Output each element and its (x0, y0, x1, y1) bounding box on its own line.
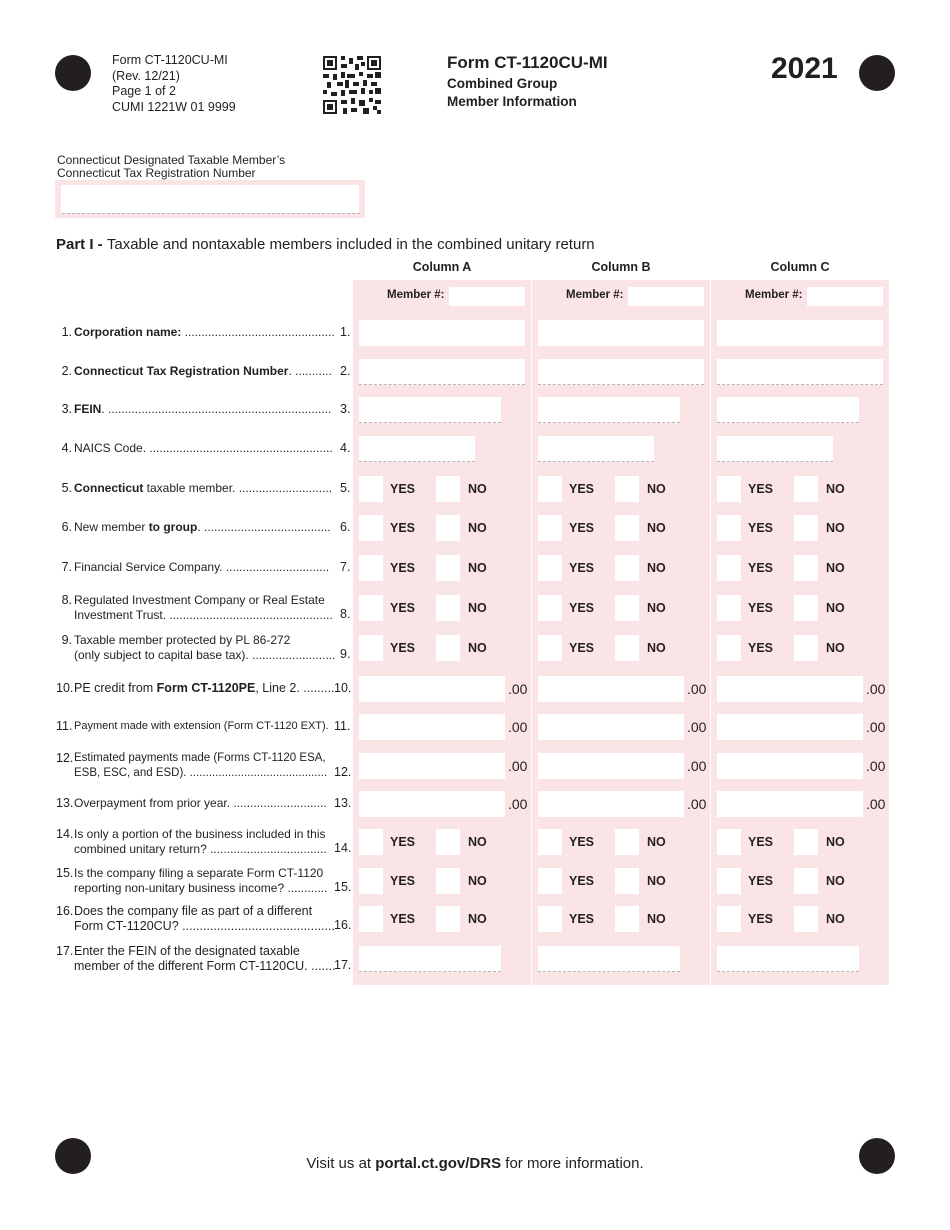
no-label: NO (826, 521, 845, 535)
column-a-line-14-no-checkbox[interactable] (436, 829, 460, 855)
no-label: NO (468, 835, 487, 849)
form-subtitle-1: Combined Group (447, 76, 558, 91)
line-end-number: 17. (334, 958, 352, 972)
column-a-line-9-no-checkbox[interactable] (436, 635, 460, 661)
column-a-line-5-no-checkbox[interactable] (436, 476, 460, 502)
column-c-line-7-yes-checkbox[interactable] (717, 555, 741, 581)
column-c-heading: Column C (770, 260, 830, 274)
column-c-line-14-yes-checkbox[interactable] (717, 829, 741, 855)
line-number: 1. (61, 325, 72, 339)
column-b-line-16-yes-checkbox[interactable] (538, 906, 562, 932)
line-end-number: 15. (334, 880, 352, 894)
registration-mark (55, 55, 91, 91)
column-c-line-16-yes-checkbox[interactable] (717, 906, 741, 932)
column-b-line-9-no-checkbox[interactable] (615, 635, 639, 661)
yes-label: YES (569, 874, 595, 888)
digit-guide (717, 461, 833, 462)
form-revision: (Rev. 12/21) (112, 68, 180, 83)
line-number: 2. (61, 364, 72, 378)
column-a-line-6-yes-checkbox[interactable] (359, 515, 383, 541)
column-a-line-12-amount-input[interactable] (359, 753, 505, 779)
column-b-line-7-yes-checkbox[interactable] (538, 555, 562, 581)
line-end-number: 7. (340, 560, 351, 574)
form-code: CUMI 1221W 01 9999 (112, 99, 236, 114)
no-label: NO (647, 601, 666, 615)
column-b-line-4-input[interactable] (538, 436, 654, 462)
yes-label: YES (569, 561, 595, 575)
column-b-line-15-yes-checkbox[interactable] (538, 868, 562, 894)
digit-guide (359, 422, 501, 423)
digit-guide (717, 384, 883, 385)
column-b-line-6-yes-checkbox[interactable] (538, 515, 562, 541)
column-a-line-16-no-checkbox[interactable] (436, 906, 460, 932)
line-number: 6. (61, 520, 72, 534)
no-label: NO (468, 482, 487, 496)
column-c-line-1-input[interactable] (717, 320, 883, 346)
no-label: NO (826, 835, 845, 849)
column-c-line-6-no-checkbox[interactable] (794, 515, 818, 541)
yes-label: YES (390, 521, 416, 535)
yes-label: YES (390, 561, 416, 575)
digit-guide (538, 971, 680, 972)
line-end-number: 10. (334, 681, 352, 695)
column-a-line-8-no-checkbox[interactable] (436, 595, 460, 621)
cents-label: .00 (687, 719, 707, 735)
column-b-line-12-amount-input[interactable] (538, 753, 684, 779)
line-number: 15. (56, 866, 74, 880)
line-number: 4. (61, 441, 72, 455)
column-b-line-6-no-checkbox[interactable] (615, 515, 639, 541)
line-number: 8. (61, 593, 72, 607)
yes-label: YES (390, 835, 416, 849)
line-end-number: 8. (340, 607, 351, 621)
column-c-line-15-yes-checkbox[interactable] (717, 868, 741, 894)
digit-guide (359, 461, 475, 462)
line-7-description: Financial Service Company. ............................... (74, 560, 330, 574)
column-a-line-11-amount-input[interactable] (359, 714, 505, 740)
no-label: NO (468, 641, 487, 655)
form-id: Form CT-1120CU-MI (112, 53, 228, 67)
column-a-line-4-input[interactable] (359, 436, 475, 462)
column-a-line-1-input[interactable] (359, 320, 525, 346)
line-number: 9. (61, 633, 72, 647)
column-c-line-8-no-checkbox[interactable] (794, 595, 818, 621)
no-label: NO (647, 521, 666, 535)
digit-guide (538, 422, 680, 423)
column-c-line-5-no-checkbox[interactable] (794, 476, 818, 502)
registration-mark (859, 55, 895, 91)
column-b-line-14-no-checkbox[interactable] (615, 829, 639, 855)
no-label: NO (468, 912, 487, 926)
line-2-description: Connecticut Tax Registration Number. ........... (74, 364, 332, 378)
yes-label: YES (748, 561, 774, 575)
column-b-line-8-yes-checkbox[interactable] (538, 595, 562, 621)
line-number: 7. (61, 560, 72, 574)
column-a-line-17-input[interactable] (359, 946, 501, 972)
registration-number-input[interactable] (61, 185, 359, 213)
line-end-number: 5. (340, 481, 351, 495)
column-b-line-8-no-checkbox[interactable] (615, 595, 639, 621)
line-end-number: 6. (340, 520, 351, 534)
digit-guide (538, 384, 704, 385)
line-14-description: Is only a portion of the business included in this combined unitary return? ................................... (74, 827, 327, 856)
line-end-number: 16. (334, 918, 352, 932)
line-number: 3. (61, 402, 72, 416)
column-c-line-7-no-checkbox[interactable] (794, 555, 818, 581)
line-16-description: Does the company file as part of a different Form CT-1120CU? ............................................ (74, 904, 335, 933)
column-c-line-10-amount-input[interactable] (717, 676, 863, 702)
digit-guide (359, 971, 501, 972)
line-end-number: 4. (340, 441, 351, 455)
column-a-line-6-no-checkbox[interactable] (436, 515, 460, 541)
line-11-description: Payment made with extension (Form CT-1120 EXT). (74, 720, 329, 732)
form-subtitle-2: Member Information (447, 94, 577, 109)
column-a-member-number-input[interactable] (449, 287, 525, 306)
digit-guide (717, 971, 859, 972)
no-label: NO (647, 835, 666, 849)
column-c-line-11-amount-input[interactable] (717, 714, 863, 740)
form-title: Form CT-1120CU-MI (447, 53, 608, 72)
portal-link[interactable]: portal.ct.gov/DRS (375, 1155, 502, 1172)
part-1-title: Part I - Taxable and nontaxable members included in the combined unitary return (56, 236, 595, 253)
column-b-line-2-input[interactable] (538, 359, 704, 385)
line-end-number: 3. (340, 402, 351, 416)
line-6-description: New member to group. ...................................... (74, 520, 331, 534)
column-c-line-3-input[interactable] (717, 397, 859, 423)
line-end-number: 13. (334, 796, 352, 810)
member-number-label: Member #: (566, 289, 624, 301)
column-c-line-12-amount-input[interactable] (717, 753, 863, 779)
line-number: 14. (56, 827, 74, 841)
no-label: NO (826, 874, 845, 888)
yes-label: YES (390, 912, 416, 926)
column-c-line-9-yes-checkbox[interactable] (717, 635, 741, 661)
cents-label: .00 (687, 681, 707, 697)
yes-label: YES (569, 601, 595, 615)
line-number: 16. (56, 904, 74, 918)
yes-label: YES (569, 521, 595, 535)
no-label: NO (826, 482, 845, 496)
column-a-line-13-amount-input[interactable] (359, 791, 505, 817)
cents-label: .00 (687, 796, 707, 812)
no-label: NO (647, 641, 666, 655)
member-number-label: Member #: (745, 289, 803, 301)
column-c-line-8-yes-checkbox[interactable] (717, 595, 741, 621)
column-b-member-number-input[interactable] (628, 287, 704, 306)
footer: Visit us at portal.ct.gov/DRS for more information. (306, 1155, 644, 1172)
column-c-line-16-no-checkbox[interactable] (794, 906, 818, 932)
line-number: 5. (61, 481, 72, 495)
cents-label: .00 (866, 758, 886, 774)
column-b-line-9-yes-checkbox[interactable] (538, 635, 562, 661)
column-c-line-17-input[interactable] (717, 946, 859, 972)
no-label: NO (826, 641, 845, 655)
column-b-line-3-input[interactable] (538, 397, 680, 423)
line-15-description: Is the company filing a separate Form CT-1120 reporting non-unitary business income? ............ (74, 866, 328, 895)
column-b-line-13-amount-input[interactable] (538, 791, 684, 817)
line-number: 17. (56, 944, 74, 958)
column-b-heading: Column B (591, 260, 651, 274)
qr-code-icon (323, 56, 381, 114)
digit-guide (62, 213, 360, 214)
cents-label: .00 (508, 719, 528, 735)
column-a-line-14-yes-checkbox[interactable] (359, 829, 383, 855)
line-number: 11. (56, 719, 73, 733)
line-5-description: Connecticut taxable member. ............................ (74, 481, 333, 495)
column-b-line-14-yes-checkbox[interactable] (538, 829, 562, 855)
column-b-line-11-amount-input[interactable] (538, 714, 684, 740)
line-end-number: 1. (340, 325, 351, 339)
no-label: NO (647, 561, 666, 575)
page-number: Page 1 of 2 (112, 84, 176, 98)
yes-label: YES (748, 521, 774, 535)
column-b-line-16-no-checkbox[interactable] (615, 906, 639, 932)
line-12-description: Estimated payments made (Forms CT-1120 ESA, ESB, ESC, and ESD). ........................................... (74, 752, 328, 779)
column-c-line-4-input[interactable] (717, 436, 833, 462)
cents-label: .00 (866, 796, 886, 812)
column-c-line-6-yes-checkbox[interactable] (717, 515, 741, 541)
line-end-number: 14. (334, 841, 352, 855)
column-c-line-5-yes-checkbox[interactable] (717, 476, 741, 502)
line-number: 13. (56, 796, 74, 810)
column-b-line-5-yes-checkbox[interactable] (538, 476, 562, 502)
column-a-line-2-input[interactable] (359, 359, 525, 385)
column-a-line-15-yes-checkbox[interactable] (359, 868, 383, 894)
column-b-line-17-input[interactable] (538, 946, 680, 972)
column-c-line-2-input[interactable] (717, 359, 883, 385)
column-b-line-5-no-checkbox[interactable] (615, 476, 639, 502)
line-13-description: Overpayment from prior year. ............................ (74, 796, 327, 810)
yes-label: YES (569, 641, 595, 655)
digit-guide (717, 422, 859, 423)
digit-guide (359, 384, 525, 385)
column-c-line-9-no-checkbox[interactable] (794, 635, 818, 661)
cents-label: .00 (508, 758, 528, 774)
column-a-heading: Column A (412, 260, 472, 274)
line-9-description: Taxable member protected by PL 86-272 (only subject to capital base tax). ......................... (74, 633, 336, 662)
member-number-label: Member #: (387, 289, 445, 301)
column-b-line-15-no-checkbox[interactable] (615, 868, 639, 894)
line-number: 10. (56, 681, 74, 695)
no-label: NO (826, 561, 845, 575)
column-a-line-7-no-checkbox[interactable] (436, 555, 460, 581)
column-b-line-1-input[interactable] (538, 320, 704, 346)
digit-guide (538, 461, 654, 462)
yes-label: YES (390, 641, 416, 655)
yes-label: YES (748, 912, 774, 926)
cents-label: .00 (687, 758, 707, 774)
tax-year: 2021 (771, 52, 838, 85)
yes-label: YES (569, 835, 595, 849)
form-info (112, 53, 236, 115)
yes-label: YES (748, 874, 774, 888)
cents-label: .00 (866, 719, 886, 735)
no-label: NO (468, 561, 487, 575)
no-label: NO (647, 874, 666, 888)
registration-label: Connecticut Designated Taxable Member’s Connecticut Tax Registration Number (57, 153, 286, 180)
no-label: NO (647, 912, 666, 926)
no-label: NO (468, 874, 487, 888)
column-a-line-3-input[interactable] (359, 397, 501, 423)
line-10-description: PE credit from Form CT-1120PE, Line 2. ......... (74, 681, 335, 695)
line-17-description: Enter the FEIN of the designated taxable member of the different Form CT-1120CU. ....... (74, 944, 336, 973)
column-a-line-16-yes-checkbox[interactable] (359, 906, 383, 932)
line-1-description: Corporation name: ............................................. (74, 325, 335, 339)
line-4-description: NAICS Code. ....................................................... (74, 441, 333, 455)
yes-label: YES (748, 835, 774, 849)
line-3-description: FEIN. ................................................................... (74, 402, 332, 416)
column-a-line-7-yes-checkbox[interactable] (359, 555, 383, 581)
line-end-number: 11. (334, 719, 351, 733)
column-c-line-14-no-checkbox[interactable] (794, 829, 818, 855)
cents-label: .00 (508, 681, 528, 697)
yes-label: YES (390, 482, 416, 496)
column-b-line-7-no-checkbox[interactable] (615, 555, 639, 581)
yes-label: YES (748, 482, 774, 496)
column-a-line-8-yes-checkbox[interactable] (359, 595, 383, 621)
line-end-number: 9. (340, 647, 351, 661)
cents-label: .00 (508, 796, 528, 812)
cents-label: .00 (866, 681, 886, 697)
column-c-line-13-amount-input[interactable] (717, 791, 863, 817)
column-a-line-15-no-checkbox[interactable] (436, 868, 460, 894)
yes-label: YES (390, 601, 416, 615)
yes-label: YES (569, 912, 595, 926)
line-end-number: 2. (340, 364, 351, 378)
no-label: NO (826, 601, 845, 615)
line-end-number: 12. (334, 765, 352, 779)
column-a-line-5-yes-checkbox[interactable] (359, 476, 383, 502)
line-8-description: Regulated Investment Company or Real Estate Investment Trust. ................................................. (74, 593, 333, 622)
no-label: NO (468, 521, 487, 535)
column-a-line-9-yes-checkbox[interactable] (359, 635, 383, 661)
line-number: 12. (56, 751, 74, 765)
no-label: NO (647, 482, 666, 496)
column-c-member-number-input[interactable] (807, 287, 883, 306)
yes-label: YES (569, 482, 595, 496)
yes-label: YES (390, 874, 416, 888)
column-a-line-10-amount-input[interactable] (359, 676, 505, 702)
yes-label: YES (748, 641, 774, 655)
form-title-block (447, 53, 608, 111)
yes-label: YES (748, 601, 774, 615)
no-label: NO (826, 912, 845, 926)
column-c-line-15-no-checkbox[interactable] (794, 868, 818, 894)
column-b-line-10-amount-input[interactable] (538, 676, 684, 702)
no-label: NO (468, 601, 487, 615)
